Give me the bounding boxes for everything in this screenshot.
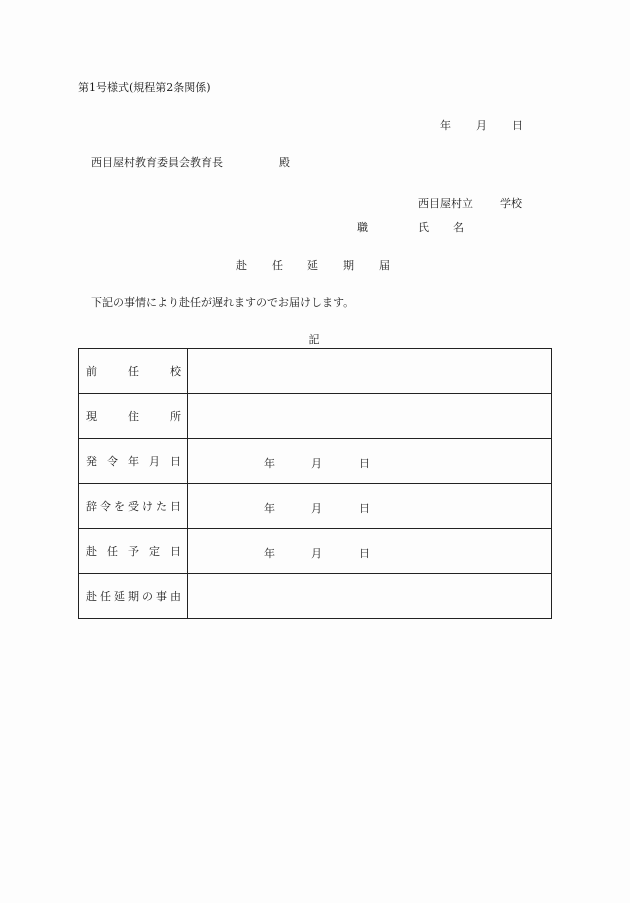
row-label: [79, 439, 188, 484]
appointment-date-field[interactable]: [188, 439, 552, 484]
row-label: [79, 574, 188, 619]
date-month-label: 月: [476, 119, 487, 132]
delay-reason-field[interactable]: [188, 574, 552, 619]
school-suffix: 学校: [500, 197, 522, 210]
label-char: け: [142, 500, 153, 513]
title-char: 届: [379, 259, 390, 272]
table-row: [79, 484, 552, 529]
body-text: 下記の事情により赴任が遅れますのでお届けします。: [91, 296, 355, 309]
date-year-label: 年: [264, 457, 275, 470]
date-day-label: 日: [359, 457, 370, 470]
title-char: 赴: [236, 259, 247, 272]
title-char: 延: [307, 259, 318, 272]
date-month-label: 月: [311, 502, 322, 515]
label-char: 現: [86, 410, 97, 423]
school-prefix: 西目屋村立: [418, 197, 473, 210]
label-char: の: [142, 590, 153, 603]
label-char: を: [114, 500, 125, 513]
name-label-2: 名: [453, 221, 464, 234]
label-char: 延: [114, 590, 125, 603]
title-char: 期: [343, 259, 354, 272]
label-char: 事: [156, 590, 167, 603]
label-char: 前: [86, 365, 97, 378]
date-day-label: 日: [359, 547, 370, 560]
previous-school-field[interactable]: [188, 349, 552, 394]
label-char: 日: [170, 545, 181, 558]
table-row: [79, 394, 552, 439]
label-char: 定: [149, 545, 160, 558]
ki-heading: 記: [308, 333, 320, 346]
label-char: 任: [128, 365, 139, 378]
date-month-label: 月: [311, 547, 322, 560]
date-year-label: 年: [264, 502, 275, 515]
label-char: 任: [107, 545, 118, 558]
date-year-label: 年: [264, 547, 275, 560]
date-year-label: 年: [440, 119, 451, 132]
label-char: 任: [100, 590, 111, 603]
table-row: [79, 349, 552, 394]
table-row: [79, 574, 552, 619]
label-char: 赴: [86, 590, 97, 603]
label-char: 受: [128, 500, 139, 513]
name-label-1: 氏: [418, 221, 429, 234]
label-char: 住: [128, 410, 139, 423]
table-row: [79, 439, 552, 484]
label-char: 校: [170, 365, 181, 378]
title-char: 任: [272, 259, 283, 272]
label-char: 赴: [86, 545, 97, 558]
label-char: 令: [107, 455, 118, 468]
label-char: 令: [100, 500, 111, 513]
date-day-label: 日: [359, 502, 370, 515]
scheduled-arrival-date-field[interactable]: [188, 529, 552, 574]
addressee-honorific: 殿: [279, 156, 290, 169]
label-char: た: [156, 500, 167, 513]
date-month-label: 月: [311, 457, 322, 470]
row-label: [79, 349, 188, 394]
current-address-field[interactable]: [188, 394, 552, 439]
label-char: 日: [170, 455, 181, 468]
position-label: 職: [357, 221, 368, 234]
addressee-name: 西目屋村教育委員会教育長: [91, 156, 223, 169]
row-label: [79, 484, 188, 529]
label-char: 発: [86, 455, 97, 468]
form-number: 第1号様式(規程第2条関係): [78, 81, 211, 94]
date-day-label: 日: [512, 119, 523, 132]
label-char: 日: [170, 500, 181, 513]
appointment-received-date-field[interactable]: [188, 484, 552, 529]
label-char: 年: [128, 455, 139, 468]
row-label: [79, 529, 188, 574]
label-char: 由: [170, 590, 181, 603]
label-char: 予: [128, 545, 139, 558]
label-char: 月: [149, 455, 160, 468]
table-row: [79, 529, 552, 574]
label-char: 辞: [86, 500, 97, 513]
form-table: [78, 348, 552, 619]
label-char: 所: [170, 410, 181, 423]
label-char: 期: [128, 590, 139, 603]
row-label: [79, 394, 188, 439]
